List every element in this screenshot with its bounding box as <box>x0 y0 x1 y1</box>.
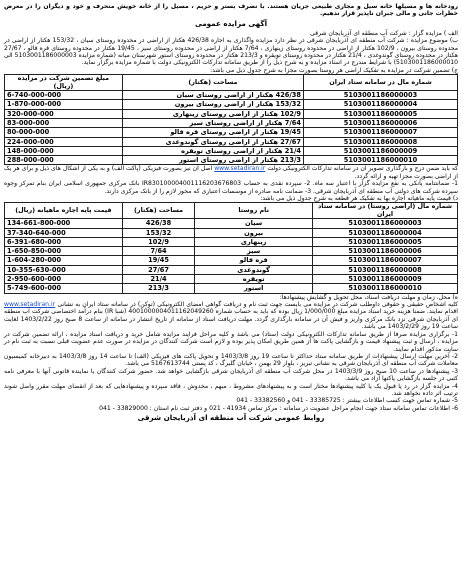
amount-cell: 224-000-000 <box>5 137 123 146</box>
item-number: 5103001186000004 <box>303 100 457 109</box>
item-number: 5103001186000003 <box>303 91 457 100</box>
price-cell: 134-661-800-000 <box>5 219 123 228</box>
intro-warning: رودخانه ها و مسیلها خانه سیل و مجاری طبیعی جریان هستند. با تصرف بستر و حریم ، مسیل را از خانه خویش منحرف و خود و دیگران را در معرض خطرات جانی و مالی جبران ناپذیر قرار ندهیم. <box>4 3 458 18</box>
item-number: 5103001186000009 <box>313 275 458 284</box>
base-price-table-header <box>5 203 458 219</box>
area-cell: 21/4 هکتار از اراضی روستای تویقره <box>122 146 303 155</box>
area-cell: 426/38 <box>122 219 194 228</box>
price-cell: 37-340-640-000 <box>5 228 123 237</box>
table-row <box>5 228 458 237</box>
registration-text-2: اقدام نمایند. ضمنا هزینه خرید اسناد مزایده مبلغ 1/000/000 ریال بوده که باید به حساب شماره 4001000004011162049260 (شبا IR) بنام درآمد اختصاصی شرکت آب منطقه ای آذربایجان شرقی نزد بانک مرکزی واریز و فیش آن در سامانه بارگذاری گردد. مهلت دریافت اسناد از سامانه از تاریخ انتشار در سامانه از ساعت 8 صبح روز 1403/2/22 لغایت ساعت 19 روز 1403/2/29 می باشد. <box>4 308 458 331</box>
table-row <box>5 256 458 265</box>
table-row <box>5 137 458 146</box>
item-number: 5103001186000007 <box>303 128 457 137</box>
area-cell: 102/9 هکتار از اراضی روستای زینهاری <box>122 109 303 118</box>
price-cell: 2-950-600-000 <box>5 275 123 284</box>
amount-cell: 6-740-000-000 <box>5 91 123 100</box>
condition-1: 1- برگزاری مزایده صرفا از طریق سامانه تدارکات الکترونیکی دولت (ستاد) می باشد و کلیه مراحل فرایند مزایده شامل خرید و دریافت اسناد مزایده ، ارائه تضمین شرکت در مزایده ، ارسال و ثبت پیشنهاد قیمت و بازگشایی پاکت ها از همین طریق امکان پذیر بوده و لازم است شرکت کنندگان در مزایده در صورت عدم عضویت قبلی نسبت به ثبت نام در سایت مذکور اقدام نمایند. <box>4 330 458 353</box>
area-cell: 27/67 هکتار از اراضی روستای گوندوغدی <box>122 137 303 146</box>
setad-link-2[interactable]: www.setadiran.ir <box>4 301 56 309</box>
table-row <box>5 118 458 127</box>
guarantee-col-item: شماره مال در سامانه ستاد ایران <box>303 75 457 91</box>
price-cell: 1-650-850-000 <box>5 247 123 256</box>
area-cell: 21/4 <box>122 275 194 284</box>
guarantee-table <box>4 74 458 165</box>
table-row <box>5 265 458 274</box>
price-cell: 10-355-630-000 <box>5 265 123 274</box>
table-row <box>5 247 458 256</box>
amount-cell: 148-000-000 <box>5 146 123 155</box>
village-cell: زینهاری <box>195 237 313 246</box>
area-cell: 213/3 <box>122 284 194 293</box>
price-col-area: مساحت (هکتار) <box>122 203 194 219</box>
amount-cell: 83-000-000 <box>5 118 123 127</box>
table-row <box>5 128 458 137</box>
price-intro: د) قیمت پایه ماهیانه اجاره بها به تفکیک هر قطعه به شرح جدول ذیل می باشد: <box>260 195 458 203</box>
village-cell: قره قالو <box>195 256 313 265</box>
price-cell: 6-391-680-000 <box>5 237 123 246</box>
price-col-price: قیمت پایه اجاره ماهیانه (ریال) <box>5 203 123 219</box>
guarantee-methods: 1- ضمانتنامه بانکی به نفع مزایده گزار با اعتبار سه ماه. 2- سپرده نقدی به حساب IR830100004001116203676803 بانک مرکزی جمهوری اسلامی ایران بنام تمرکز وجوه سپرده شرکت های دولتی آب منطقه ای آذربایجان شرقی. 3- ضمانت نامه صادره از موسسات اعتباری که مجوز لازم را از بانک مرکزی دارند. <box>4 180 458 195</box>
item-number: 5103001186000008 <box>313 265 458 274</box>
item-number: 5103001186000008 <box>303 137 457 146</box>
table-row <box>5 146 458 155</box>
item-number: 5103001186000006 <box>313 247 458 256</box>
area-cell: 153/32 هکتار از اراضی روستای بیرون <box>122 100 303 109</box>
area-cell: 27/67 <box>122 265 194 274</box>
guarantee-col-area: مساحت (هکتار) <box>122 75 303 91</box>
price-col-item: شماره مال (اراضی روستا) در سامانه ستاد ایران <box>313 203 458 219</box>
area-cell: 153/32 <box>122 228 194 237</box>
amount-cell: 288-000-000 <box>5 156 123 165</box>
area-cell: 7/64 هکتار از اراضی روستای سیز <box>122 118 303 127</box>
item-number: 5103001186000003 <box>313 219 458 228</box>
base-price-table <box>4 202 458 293</box>
item-number: 5103001186000005 <box>303 109 457 118</box>
table-row <box>5 100 458 109</box>
table-row <box>5 284 458 293</box>
area-cell: 213/3 هکتار از اراضی روستای استور <box>122 156 303 165</box>
guarantee-table-header <box>5 75 458 91</box>
table-row <box>5 91 458 100</box>
amount-cell: 1-870-000-000 <box>5 100 123 109</box>
village-cell: تویقره <box>195 275 313 284</box>
area-cell: 19/45 <box>122 256 194 265</box>
area-cell: 102/9 <box>122 237 194 246</box>
item-number: 5103001186000010 <box>303 156 457 165</box>
setad-contact-info: 6- اطلاعات تماس سامانه ستاد جهت انجام مراحل عضویت در سامانه : مرکز تماس 41934 - 021 و دفتر ثبت نام استان : 33829000 - 041 <box>99 404 458 412</box>
section-a: الف ) مزایده گزار : شرکت آب منطقه ای آذربایجان شرقی <box>310 29 458 37</box>
condition-4: 4- مزایده گزار در رد یا قبول یک یا کلیه پیشنهادها مختار است و به پیشنهادهای مشروط ، مبهم ، مخدوش ، فاقد سپرده و پیشنهادهایی که بعد از انقضای مهلت مقرر واصل شوند ترتیب اثر داده نخواهد شد. <box>4 382 458 397</box>
village-cell: سیان <box>195 219 313 228</box>
registration-text: کلیه اشخاص حقیقی و حقوقی داوطلب شرکت در مزایده می بایست جهت ثبت نام و دریافت گواهی امضای الکترونیکی (توکن) در سامانه ستاد ایران به نشانی <box>57 301 459 309</box>
area-cell: 426/38 هکتار از اراضی روستای سیان <box>122 91 303 100</box>
table-row <box>5 219 458 228</box>
area-cell: 7/64 <box>122 247 194 256</box>
section-b: ب) موضوع مزایده : شرکت آب منطقه ای آذربایجان شرقی در نظر دارد مزایده واگذاری به اجاره 426/38 هکتار از اراضی در محدوده روستای سیان ، 153/32 هکتار از اراضی در محدوده روستای بیرون ، 102/9 هکتار از اراضی در محدوده روستای زینهاری ، 7/64 هکتار از اراضی در محدوده روستای سیز ، 19/45 هکتار در محدوده روستای قره قالو ، 27/67 هکتار در محدوده روستای گوندوغدی ، 21/4 هکتار در محدوده روستای تویقره و 213/3 هکتار در محدوده روستای استور شهرستان میانه (شماره مزایده 5103001186000003 الی 5103001186000010) با شرایط مندرج در اسناد مزایده و به شرح ذیل را از طریق سامانه تدارکات الکترونیکی دولت با شماره مزایده برگزار نماید. <box>4 37 458 67</box>
public-relations-footer: روابط عمومی شرکت آب منطقه ای آذربایجان شرقی <box>137 413 325 423</box>
guarantee-text: که باید ضمن درج و بارگذاری تصویر آن در سامانه تدارکات الکترونیکی دولت <box>267 165 458 173</box>
price-col-village: نام روستا <box>195 203 313 219</box>
tender-notice <box>4 3 458 573</box>
village-cell: گوندوغدی <box>195 265 313 274</box>
area-cell: 19/45 هکتار از اراضی روستای قره قالو <box>122 128 303 137</box>
amount-cell: 80-000-000 <box>5 128 123 137</box>
table-row <box>5 109 458 118</box>
item-number: 5103001186000010 <box>313 284 458 293</box>
price-cell: 5-749-600-000 <box>5 284 123 293</box>
table-row <box>5 237 458 246</box>
contact-info: 5- شماره تماس جهت کسب اطلاعات بیشتر : 33385725 - 041 و 33382560 - 041 <box>236 397 458 405</box>
item-number: 5103001186000009 <box>303 146 457 155</box>
section-e: ه) محل، زمان و مهلت دریافت اسناد، محل تحویل و گشایش پیشنهادها: <box>279 293 458 301</box>
village-cell: استور <box>195 284 313 293</box>
guarantee-col-amount: مبلغ تضمین شرکت در مزایده (ریال) <box>5 75 123 91</box>
price-cell: 1-604-280-000 <box>5 256 123 265</box>
item-number: 5103001186000005 <box>313 237 458 246</box>
item-number: 5103001186000004 <box>313 228 458 237</box>
guarantee-paragraph <box>4 165 458 180</box>
table-row <box>5 275 458 284</box>
setad-link[interactable]: www.setadiran.ir <box>214 165 266 173</box>
table-row <box>5 156 458 165</box>
item-number: 5103001186000007 <box>313 256 458 265</box>
amount-cell: 320-000-000 <box>5 109 123 118</box>
section-c: ج) تضمین شرکت در مزایده به تفکیک اراضی هر روستا بصورت مجزا به شرح جدول ذیل می باشد: <box>210 66 458 74</box>
registration-paragraph <box>4 301 458 331</box>
condition-2: 2- آخرین مهلت ارسال پیشنهادات از طریق سامانه ستاد حداکثر تا ساعت 19 روز 1403/3/8 و تحویل پاکت های فیزیکی (الف) تا ساعت 14 روز 1403/3/8 به دبیرخانه کمیسیون معاملات شرکت آب منطقه ای آذربایجان شرقی به نشانی تبریز ، بلوار 29 بهمن ، خیابان گلبرگ ، کد پستی 5167613744 می باشد. <box>4 352 459 368</box>
condition-3: 3- پیشنهادها در ساعت 10 صبح روز 1403/3/9 در محل شرکت آب منطقه ای آذربایجان شرقی بازگشایی خواهد شد. حضور شرکت کنندگان یا نماینده قانونی آنها با معرفی نامه کتبی در جلسه بازگشایی پاکتها آزاد می باشد. <box>4 367 459 383</box>
item-number: 5103001186000006 <box>303 118 457 127</box>
village-cell: بیرون <box>195 228 313 237</box>
guarantee-text-2: اصل آن نیز بصورت فیزیکی (پاکت الف) و به یکی از اشکال های ذیل و برای هر یک از اراضی بصورت مجزا تهیه و ارائه گردد. <box>4 165 458 180</box>
village-cell: سیز <box>195 247 313 256</box>
notice-title: آگهی مزایده عمومی <box>194 18 268 28</box>
